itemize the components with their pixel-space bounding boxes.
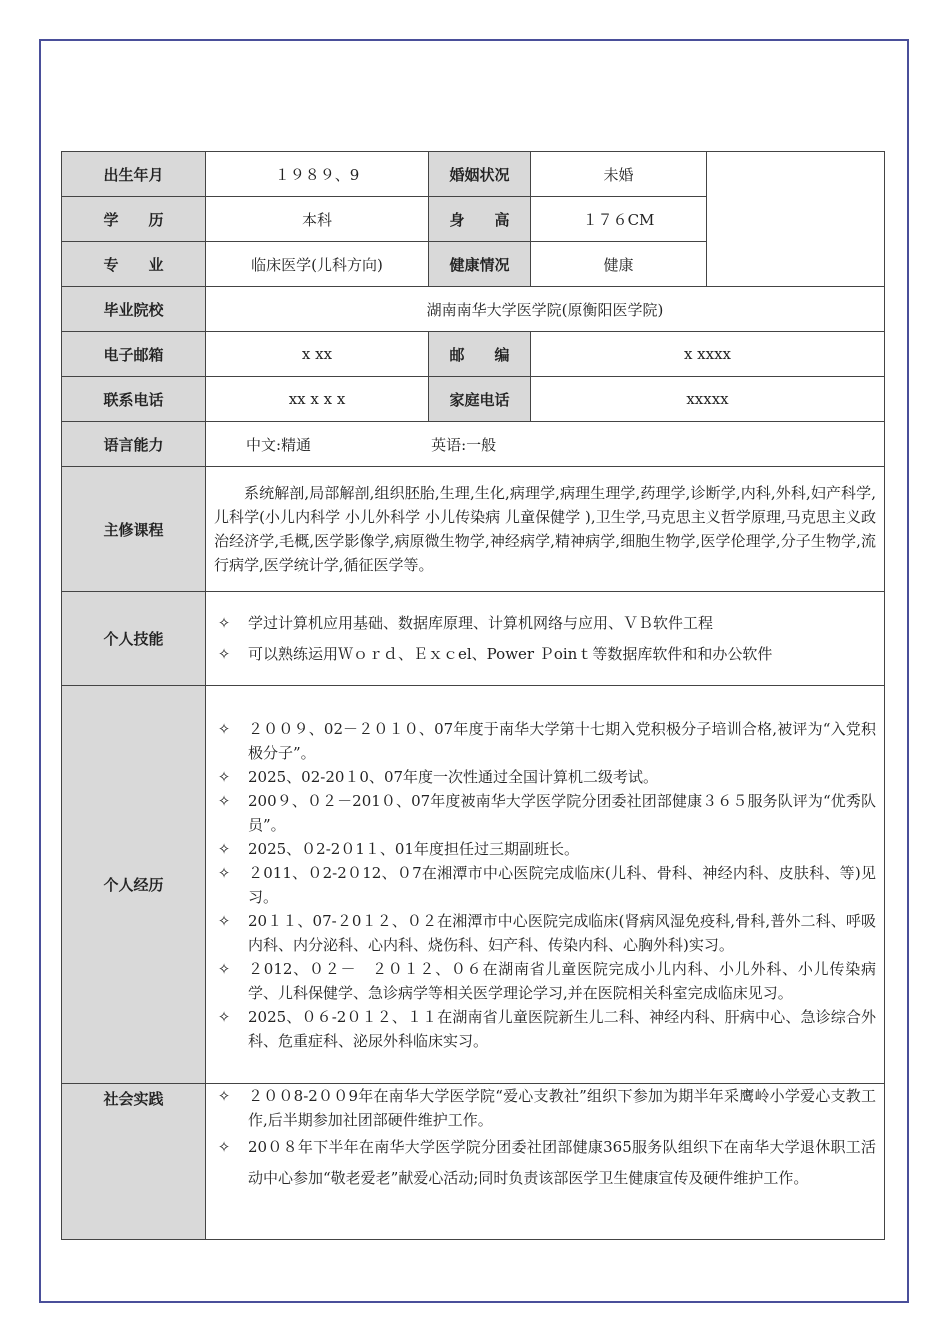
language-row xyxy=(62,422,885,467)
height-value: １７６CM xyxy=(531,197,707,242)
list-item: ✧ ２００8-2００9年在南华大学医学院“爱心支教社”组织下参加为期半年采鹰岭小学爱心支教工作,后半期参加社团部硬件维护工作。 xyxy=(214,1084,876,1132)
practice-row xyxy=(62,1084,885,1240)
bullet-icon: ✧ xyxy=(217,644,231,663)
list-item: ✧ 20０８年下半年在南华大学医学院分团委社团部健康365服务队组织下在南华大学退休职工活动中心参加“敬老爱老”献爱心活动;同时负责该部医学卫生健康宣传及硬件维护工作。 xyxy=(214,1132,876,1194)
birth-value: １９８９、9 xyxy=(206,152,429,197)
skills-list xyxy=(214,608,876,670)
list-item: ✧ ２012、０２－ ２０１２、０６在湖南省儿童医院完成小儿内科、小儿外科、小儿传染病学、儿科保健学、急诊病学等相关医学理论学习,并在医院相关科室完成临床见习。 xyxy=(214,957,876,1005)
bullet-icon: ✧ xyxy=(217,613,231,632)
phone-row xyxy=(62,377,885,422)
bullet-icon: ✧ xyxy=(217,1007,231,1026)
experience-list-cell xyxy=(206,686,885,1084)
list-item: ✧ 学过计算机应用基础、数据库原理、计算机网络与应用、ＶＢ软件工程 xyxy=(214,608,876,639)
height-label: 身 高 xyxy=(429,197,531,242)
school-value: 湖南南华大学医学院(原衡阳医学院) xyxy=(206,287,885,332)
bullet-icon: ✧ xyxy=(217,767,231,786)
practice-list-cell xyxy=(206,1084,885,1240)
phone-value: xx x x x xyxy=(206,377,429,422)
marital-value: 未婚 xyxy=(531,152,707,197)
list-item: ✧ 2025、０2-2０1１、01年度担任过三期副班长。 xyxy=(214,837,876,861)
bullet-icon: ✧ xyxy=(217,1087,231,1105)
marital-label: 婚姻状况 xyxy=(429,152,531,197)
language-label: 语言能力 xyxy=(62,422,206,467)
birth-label: 出生年月 xyxy=(62,152,206,197)
courses-text: 系统解剖,局部解剖,组织胚胎,生理,生化,病理学,病理生理学,药理学,诊断学,内科,外科,妇产科学,儿科学(小儿内科学 小儿外科学 小儿传染病 儿童保健学 ),卫生学,马克思主义哲学原理,马克思主义政治经济学,毛概,医学影像学,病原微生物学,神经病学,精神病学,细胞生物学,医学伦理学,分子生物学,流行病学,医学统计学,循征医学等。 xyxy=(206,467,885,592)
experience-row xyxy=(62,686,885,1084)
bullet-icon: ✧ xyxy=(217,959,231,978)
skills-label: 个人技能 xyxy=(62,592,206,686)
skills-list-cell xyxy=(206,592,885,686)
school-label: 毕业院校 xyxy=(62,287,206,332)
postcode-value: x xxxx xyxy=(531,332,885,377)
skills-row xyxy=(62,592,885,686)
email-value: x xx xyxy=(206,332,429,377)
major-label: 专 业 xyxy=(62,242,206,287)
language-chinese: 中文:精通 xyxy=(246,435,312,454)
practice-label: 社会实践 xyxy=(62,1084,206,1240)
list-item: ✧ 200９、０２－201０、07年度被南华大学医学院分团委社团部健康３６５服务队评为“优秀队员”。 xyxy=(214,789,876,837)
practice-list xyxy=(214,1084,876,1194)
health-value: 健康 xyxy=(531,242,707,287)
bullet-icon: ✧ xyxy=(217,719,231,738)
experience-list xyxy=(214,717,876,1053)
resume-table xyxy=(61,151,885,1240)
list-item: ✧ 可以熟练运用Ｗｏｒｄ、Ｅｘｃel、Power Ｐoinｔ等数据库软件和和办公软件 xyxy=(214,639,876,670)
courses-label: 主修课程 xyxy=(62,467,206,592)
bullet-icon: ✧ xyxy=(217,791,231,810)
major-value: 临床医学(儿科方向) xyxy=(206,242,429,287)
school-row xyxy=(62,287,885,332)
home-phone-label: 家庭电话 xyxy=(429,377,531,422)
bullet-icon: ✧ xyxy=(217,911,231,930)
courses-row xyxy=(62,467,885,592)
home-phone-value: xxxxx xyxy=(531,377,885,422)
bullet-icon: ✧ xyxy=(217,839,231,858)
birth-row xyxy=(62,152,885,197)
postcode-label: 邮 编 xyxy=(429,332,531,377)
list-item: ✧ ２００９、02－２０１０、07年度于南华大学第十七期入党积极分子培训合格,被评为“入党积极分子”。 xyxy=(214,717,876,765)
bullet-icon: ✧ xyxy=(217,1138,231,1156)
language-english: 英语:一般 xyxy=(431,435,497,454)
list-item: ✧ 20１１、07-２0１２、０２在湘潭市中心医院完成临床(肾病风湿免疫科,骨科,普外二科、呼吸内科、内分泌科、心内科、烧伤科、妇产科、传染内科、心胸外科)实习。 xyxy=(214,909,876,957)
phone-label: 联系电话 xyxy=(62,377,206,422)
health-label: 健康情况 xyxy=(429,242,531,287)
list-item: ✧ ２011、０2-2０12、０7在湘潭市中心医院完成临床(儿科、骨科、神经内科、皮肤科、等)见习。 xyxy=(214,861,876,909)
photo-cell xyxy=(707,152,885,287)
list-item: ✧ 2025、02-20１0、07年度一次性通过全国计算机二级考试。 xyxy=(214,765,876,789)
education-value: 本科 xyxy=(206,197,429,242)
experience-label: 个人经历 xyxy=(62,686,206,1084)
email-row xyxy=(62,332,885,377)
email-label: 电子邮箱 xyxy=(62,332,206,377)
list-item: ✧ 2025、０６-2０１２、１１在湖南省儿童医院新生儿二科、神经内科、肝病中心、急诊综合外科、危重症科、泌尿外科临床实习。 xyxy=(214,1005,876,1053)
language-value xyxy=(206,422,885,467)
bullet-icon: ✧ xyxy=(217,863,231,882)
education-label: 学 历 xyxy=(62,197,206,242)
